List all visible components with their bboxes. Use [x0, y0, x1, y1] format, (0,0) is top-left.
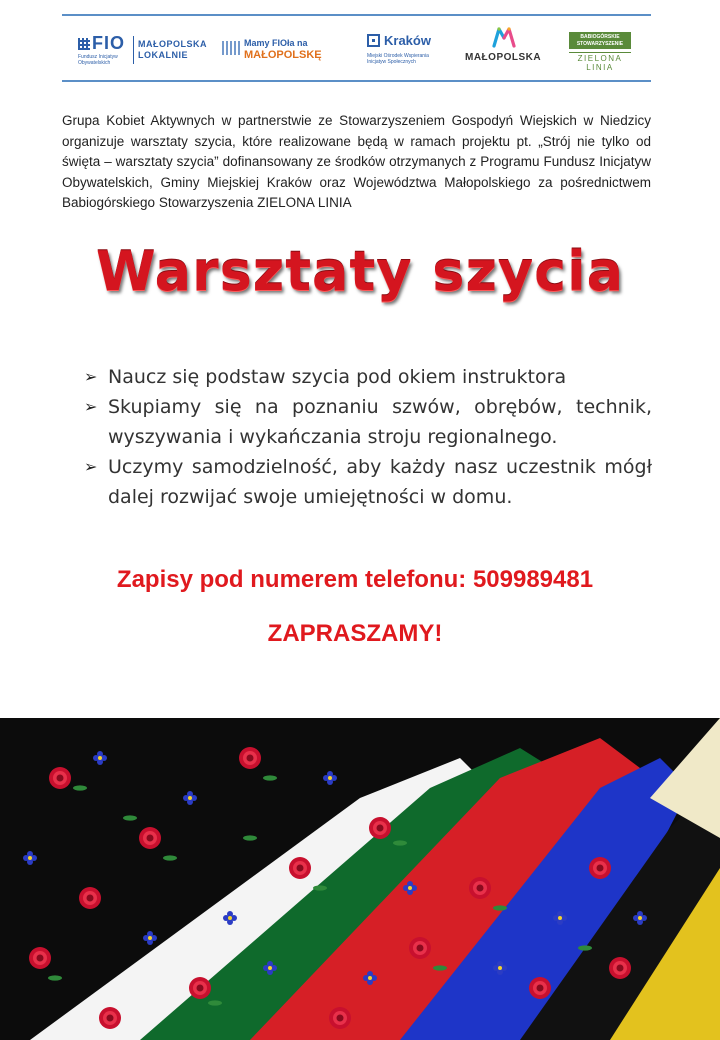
invitation-text: ZAPRASZAMY! — [267, 620, 443, 647]
arrow-bullet-icon: ➢ — [84, 367, 98, 386]
mamy-fiola-logo — [220, 24, 330, 76]
fio-logo-text: FIO — [92, 33, 125, 53]
header-bottom-rule — [62, 80, 651, 82]
folk-fabric-image — [0, 718, 720, 1040]
fio-region-line2: LOKALNIE — [138, 50, 188, 60]
arrow-bullet-icon: ➢ — [84, 457, 98, 476]
list-item — [82, 362, 652, 392]
malopolska-m-icon — [492, 26, 516, 48]
krakow-square-icon — [367, 34, 380, 47]
signup-phone-line: Zapisy pod numerem telefonu: 509989481 — [116, 566, 594, 593]
krakow-logo-subtext: Miejski Ośrodek Wspierania Inicjatyw Społecznych — [367, 53, 429, 65]
list-item — [82, 392, 652, 452]
fio-logo-region — [138, 39, 207, 61]
arrow-bullet-icon: ➢ — [84, 397, 98, 416]
zielona-linia-logo-name: ZIELONA LINIA — [577, 54, 623, 72]
mamy-dots-icon — [222, 41, 242, 55]
bullet-text: Skupiamy się na poznaniu szwów, obrębów, technik, wyszywania i wykańczania stroju regionalnego. — [108, 396, 652, 448]
bullet-text: Uczymy samodzielność, aby każdy nasz uczestnik mógł dalej rozwijać swoje umiejętności w domu. — [108, 456, 652, 508]
list-item — [82, 452, 652, 512]
malopolska-logo-name: MAŁOPOLSKA — [465, 52, 542, 63]
mamy-logo-line1: Mamy FIOła na — [244, 38, 308, 48]
sponsor-logos — [62, 24, 651, 76]
krakow-logo-name: Kraków — [384, 33, 431, 48]
fio-logo-subtext: Fundusz Inicjatyw Obywatelskich — [78, 54, 118, 66]
page-title: Warsztaty szycia — [95, 240, 625, 303]
mamy-logo-line2: MAŁOPOLSKĘ — [244, 49, 322, 61]
bullet-list — [82, 362, 652, 512]
zielona-linia-logo-top: BABIOGÓRSKIE STOWARZYSZENIE — [569, 32, 631, 49]
fio-grid-icon — [78, 38, 90, 50]
fio-region-line1: MAŁOPOLSKA — [138, 39, 207, 49]
zielona-linia-logo — [567, 24, 632, 76]
fio-logo-divider — [133, 36, 134, 64]
intro-paragraph: Grupa Kobiet Aktywnych w partnerstwie ze Stowarzyszeniem Gospodyń Wiejskich w Niedzicy organizuje warsztaty szycia, które realizowane będą w ramach projektu pt. „Strój nie tylko od święta – warsztaty szycia” dofinansowany ze środków otrzymanych z Programu Fundusz Inicjatyw Obywatelskich, Gminy Miejskiej Kraków oraz Województwa Małopolskiego za pośrednictwem Babiogórskiego Stowarzyszenia ZIELONA LINIA — [62, 113, 651, 210]
zielona-linia-rule — [569, 52, 631, 53]
bullet-text: Naucz się podstaw szycia pod okiem instruktora — [108, 366, 567, 388]
fio-logo — [76, 24, 207, 76]
malopolska-logo — [462, 24, 542, 76]
krakow-logo — [365, 24, 445, 76]
header-top-rule — [62, 14, 651, 16]
